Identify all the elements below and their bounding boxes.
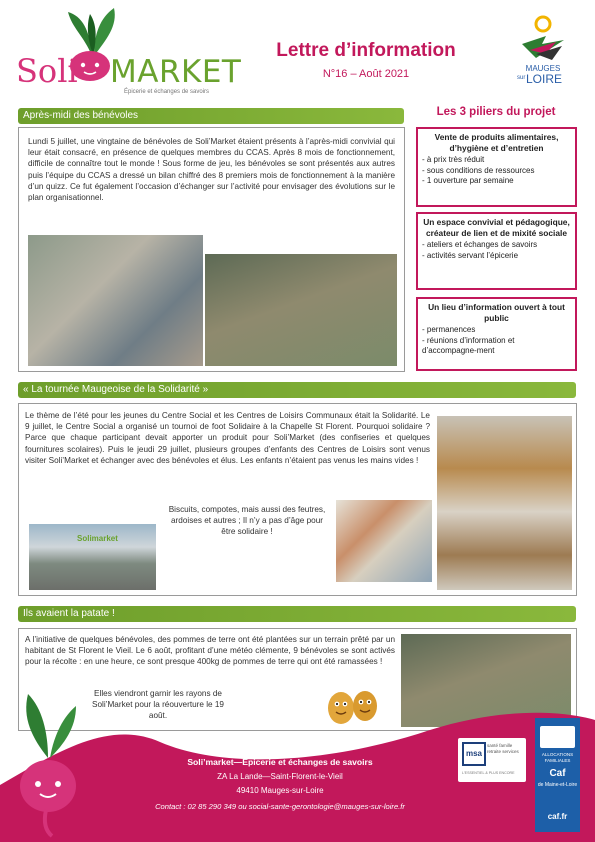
section-heading-benevoles: Après-midi des bénévoles <box>18 108 404 124</box>
msa-slogan: L'ESSENTIEL & PLUS ENCORE <box>462 771 515 775</box>
pillar-point: - permanences <box>422 325 476 334</box>
footer-org-name: Soli’market—Epicerie et échanges de savoirs <box>187 757 373 767</box>
page-title: Lettre d’information <box>276 40 456 61</box>
section-tournee-text: Le thème de l’été pour les jeunes du Centre Social et les Centres de Loisirs Communaux était la Solidarité. Le 9 juillet, le Centre Social a organisé un tournoi de foot Solidaire à la Chapelle St Florent. Pourquoi solidaire ? Parce que chaque participant devait apporter un produit pour Soli’Market (des confiseries et quelques fournitures scolaires). Puis le jeudi 29 juillet, plusieurs groupes d’enfants des Centres de Loisirs sont venus visiter Soli’Market et échanger avec des bénévoles et élus. Les enfants n’étaient pas venus les mains vides ! <box>25 411 430 465</box>
pillar-point: - sous conditions de ressources <box>422 165 535 175</box>
pillar-lieu-information <box>416 297 577 371</box>
msa-services-text: santé famille retraite services <box>487 743 519 754</box>
caf-website: caf.fr <box>547 812 568 821</box>
building-sign: Solimarket <box>77 534 118 543</box>
section-heading-patate: Ils avaient la patate ! <box>18 606 576 622</box>
mauges-emblem-icon <box>516 14 570 66</box>
pillar-point: - à prix très réduit <box>422 155 485 164</box>
photo-shelves <box>437 416 572 590</box>
pillars-title: Les 3 piliers du projet <box>436 106 556 118</box>
issue-number: N°16 – Août 2021 <box>322 68 410 80</box>
loire-label: LOIRE <box>526 72 563 86</box>
soli-market-logo <box>10 6 242 101</box>
mauges-label: MAUGES <box>525 64 561 73</box>
caf-allocations-text: ALLOCATIONS FAMILIALES <box>541 752 574 763</box>
photo-donations <box>336 500 432 582</box>
pillar-point: - 1 ouverture par semaine <box>422 176 514 186</box>
pillar-vente <box>416 127 577 207</box>
section-benevoles-text: Lundi 5 juillet, une vingtaine de bénévoles de Soli’Market étaient présents à l’après-midi convivial qui leur était consacré, en présence de quelques membres du CCAS. Après 8 mois de fonctionnement, difficile de connaître tout le monde ! Sous forme de jeu, les bénévoles se sont présentés aux autres puis l’équipe du CCAS a dressé un bilan chiffré des 8 premiers mois de fonctionnement à la manière d’un quizz. Ce fut également l’occasion d’échanger sur l’activité pour envisager des évolutions sur le plan organisationnel. <box>28 137 395 203</box>
photo-volunteers-table <box>205 254 397 366</box>
footer-beet-icon <box>12 688 82 838</box>
donation-caption: Biscuits, compotes, mais aussi des feutres, ardoises et autres ; Il n’y a pas d’âge pour être solidaire ! <box>168 505 326 537</box>
caf-logo <box>535 718 580 832</box>
photo-soli-market-building <box>29 524 156 590</box>
section-heading-tournee: « La tournée Maugeoise de la Solidarité » <box>18 382 576 398</box>
logo-market-text: MARKET <box>110 54 242 90</box>
caf-name: Caf <box>549 768 566 779</box>
logo-soli-text: Soli <box>16 52 78 90</box>
pillar-point: - réunions d’information et d’accompagne-ment <box>422 335 515 356</box>
section-tournee-box <box>18 403 577 596</box>
logo-tagline: Épicerie et échanges de savoirs <box>124 89 210 95</box>
pillar-title: Un espace convivial et pédagogique, créateur de lien et de mixité sociale <box>423 217 570 238</box>
section-patate-text-2: Elles viendront garnir les rayons de Soli’Market pour la réouverture le 19 août. <box>92 689 224 721</box>
section-patate-text: A l’initiative de quelques bénévoles, des pommes de terre ont été plantées sur un terrain prêté par un habitant de St Florent le Vieil. Le 6 août, profitant d’une météo clémente, 9 bénévoles se sont activés pour la récolte : en une heure, ce sont presque 400kg de pommes de terre qui ont été ramassées ! <box>25 635 395 667</box>
footer-contact: Contact : 02 85 290 349 ou social-sante-gerontologie@mauges-sur-loire.fr <box>155 802 405 811</box>
footer-address-2: 49410 Mauges-sur-Loire <box>236 786 324 795</box>
mauges-sur-label: sur <box>517 75 526 81</box>
caf-emblem <box>540 726 575 748</box>
pillar-point: - ateliers et échanges de savoirs <box>422 240 538 249</box>
footer-address-1: ZA La Lande—Saint-Florent-le-Vieil <box>217 772 343 781</box>
pillar-title: Un lieu d’information ouvert à tout public <box>428 302 565 323</box>
photo-volunteers-meeting <box>28 235 203 366</box>
msa-logo <box>458 738 526 782</box>
msa-mark: msa <box>462 742 486 766</box>
caf-department: de Maine-et-Loire <box>537 782 578 788</box>
mauges-sur-loire-logo <box>512 14 574 96</box>
pillar-espace-convivial <box>416 212 577 290</box>
pillar-title: Vente de produits alimentaires, d’hygiène et d’entretien <box>434 132 559 153</box>
section-benevoles-box <box>18 127 405 372</box>
pillar-point: - activités servant l’épicerie <box>422 250 519 260</box>
